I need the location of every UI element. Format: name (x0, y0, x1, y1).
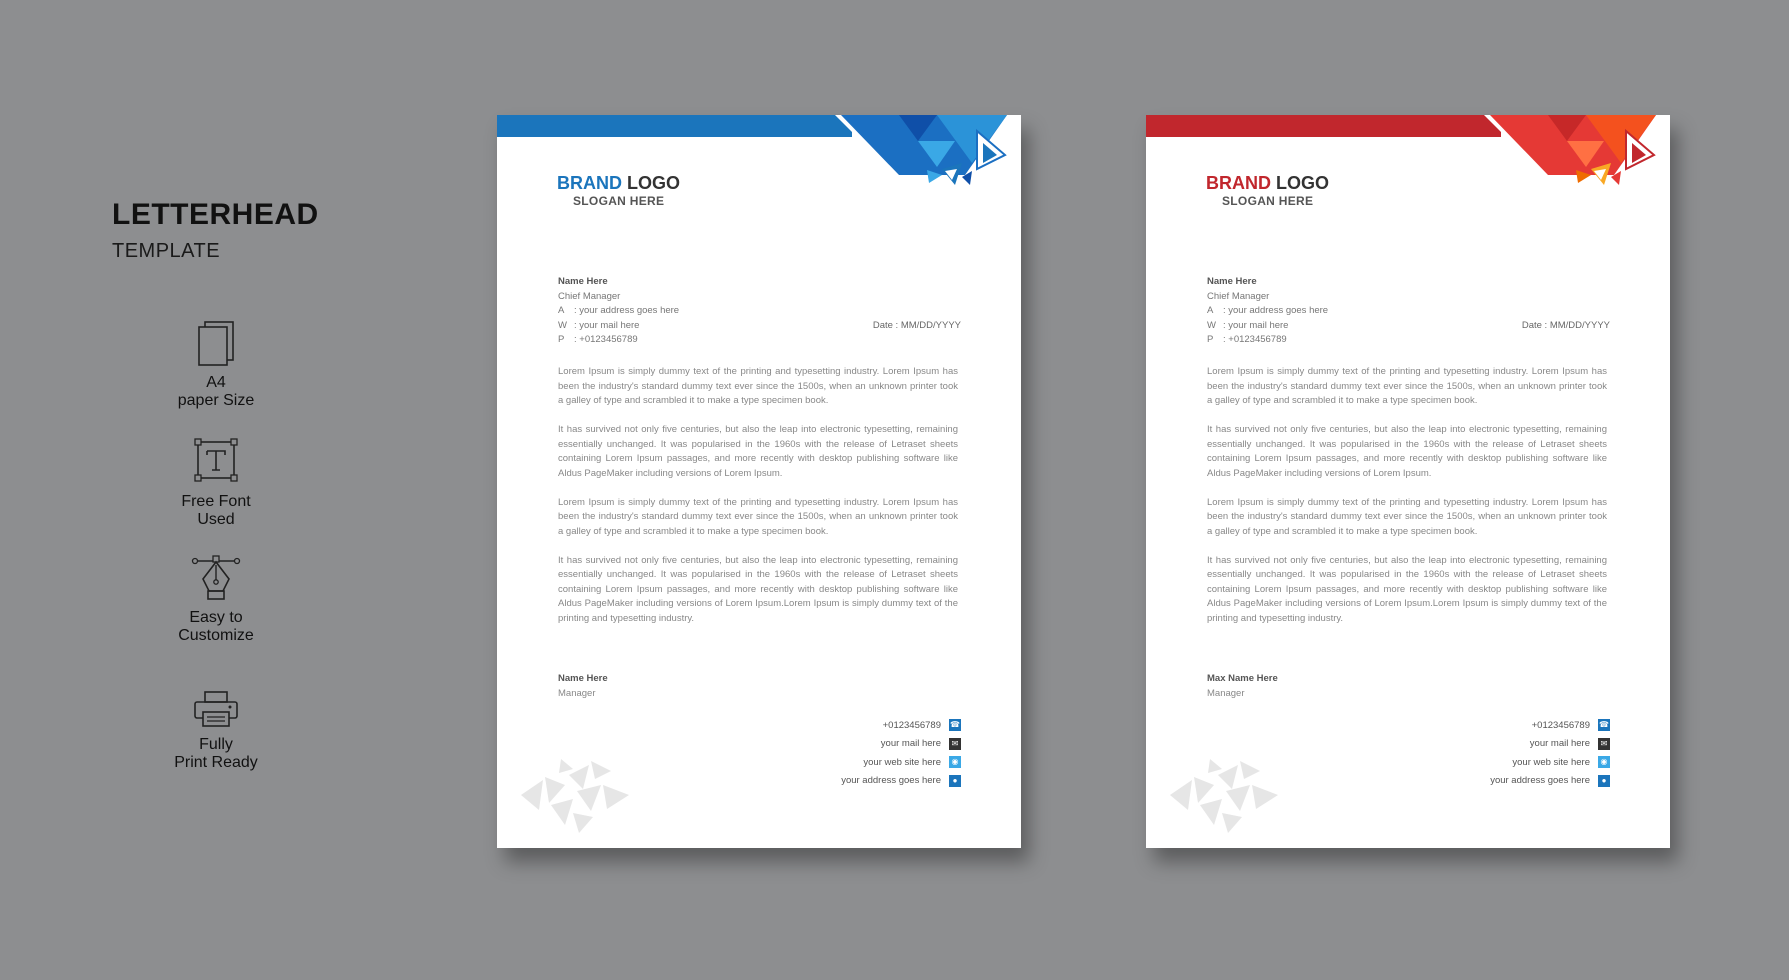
body-paragraph: Lorem Ipsum is simply dummy text of the printing and typesetting industry. Lorem Ipsum has been the industry's standard dummy text ever since the 1500s, when an unknown printer took a galley of type and scrambled it to make a type specimen book. (1207, 366, 1607, 406)
letter-body (558, 365, 958, 641)
text-frame-icon (193, 437, 239, 487)
feature-font-line2: Used (197, 511, 235, 528)
feature-print-line1: Fully (199, 736, 233, 753)
contact-list (841, 716, 961, 790)
sender-address: A : your address goes here (1207, 305, 1329, 317)
feature-font (140, 437, 292, 529)
feature-a4 (140, 318, 292, 410)
sender-name: Name Here (1207, 276, 1257, 287)
contact-phone: +0123456789 (882, 719, 941, 731)
feature-font-line1: Free Font (181, 493, 251, 510)
globe-icon: ◉ (949, 756, 961, 768)
letterhead-red (1146, 115, 1670, 848)
triangle-watermark (1170, 755, 1280, 835)
globe-icon: ◉ (1598, 756, 1610, 768)
sender-phone: P : +0123456789 (1207, 334, 1287, 346)
brand-colored-word: BRAND (557, 173, 622, 193)
contact-web: your web site here (1512, 756, 1590, 768)
brand-logo (557, 173, 680, 193)
contact-address: your address goes here (841, 775, 941, 787)
brand-dark-word: LOGO (627, 173, 681, 193)
slogan: SLOGAN HERE (573, 194, 665, 208)
body-paragraph: It has survived not only five centuries, but also the leap into electronic typesetting, remaining essentially unchanged. It was popularised in the 1960s with the release of Letraset sheets containing Lorem Ipsum passages, and more recently with desktop publishing software like Aldus PageMaker including versions of Lorem Ipsum.Lorem Ipsum is simply dummy text of the printing and typesetting industry. (1207, 554, 1607, 624)
signature (558, 672, 608, 701)
template-subtitle: TEMPLATE (112, 240, 221, 262)
slogan: SLOGAN HERE (1222, 194, 1314, 208)
sender-info (1207, 275, 1328, 348)
feature-a4-line1: A4 (206, 374, 226, 391)
location-pin-icon: ● (949, 775, 961, 787)
mail-icon: ✉ (1598, 738, 1610, 750)
phone-icon: ☎ (950, 720, 960, 730)
sender-info (558, 275, 679, 348)
location-pin-icon: ● (1598, 775, 1610, 787)
signature-role: Manager (558, 687, 596, 699)
sender-phone: P : +0123456789 (558, 334, 638, 346)
brand-logo (1206, 173, 1329, 193)
feature-customize (140, 553, 292, 645)
body-paragraph: It has survived not only five centuries, but also the leap into electronic typesetting, remaining essentially unchanged. It was popularised in the 1960s with the release of Letraset sheets containing Lorem Ipsum passages, and more recently with desktop publishing software like Aldus PageMaker including versions of Lorem Ipsum.Lorem Ipsum is simply dummy text of the printing and typesetting industry. (558, 554, 958, 624)
feature-customize-line1: Easy to (189, 609, 243, 626)
letterhead-blue (497, 115, 1021, 848)
sender-role: Chief Manager (558, 290, 621, 302)
phone-icon: ☎ (1599, 720, 1609, 730)
signature-role: Manager (1207, 687, 1245, 699)
feature-customize-line2: Customize (178, 627, 254, 644)
sender-name: Name Here (558, 276, 608, 287)
sender-address: A : your address goes here (558, 305, 680, 317)
letter-date: Date : MM/DD/YYYY (1521, 320, 1610, 331)
triangle-watermark (521, 755, 631, 835)
printer-icon (191, 690, 241, 730)
sender-role: Chief Manager (1207, 290, 1270, 302)
letter-body (1207, 365, 1607, 641)
contact-list (1490, 716, 1610, 790)
contact-web: your web site here (863, 756, 941, 768)
signature-name: Name Here (558, 673, 608, 684)
body-paragraph: Lorem Ipsum is simply dummy text of the printing and typesetting industry. Lorem Ipsum has been the industry's standard dummy text ever since the 1500s, when an unknown printer took a galley of type and scrambled it to make a type specimen book. (558, 496, 958, 537)
sender-mail: W : your mail here (1207, 319, 1289, 331)
body-paragraph: It has survived not only five centuries, but also the leap into electronic typesetting, remaining essentially unchanged. It was popularised in the 1960s with the release of Letraset sheets containing Lorem Ipsum passages, and more recently with desktop publishing software like Aldus PageMaker including versions of Lorem Ipsum. (558, 424, 958, 479)
contact-address: your address goes here (1490, 775, 1590, 787)
contact-phone: +0123456789 (1531, 719, 1590, 731)
letter-date: Date : MM/DD/YYYY (872, 320, 961, 331)
signature-name: Max Name Here (1207, 673, 1278, 684)
template-title: LETTERHEAD (112, 198, 319, 231)
mail-icon: ✉ (949, 738, 961, 750)
feature-a4-line2: paper Size (177, 392, 255, 409)
brand-colored-word: BRAND (1206, 173, 1271, 193)
body-paragraph: Lorem Ipsum is simply dummy text of the printing and typesetting industry. Lorem Ipsum has been the industry's standard dummy text ever since the 1500s, when an unknown printer took a galley of type and scrambled it to make a type specimen book. (1207, 496, 1607, 537)
contact-mail: your mail here (880, 738, 941, 750)
signature (1207, 672, 1278, 701)
sender-mail: W : your mail here (558, 319, 640, 331)
body-paragraph: Lorem Ipsum is simply dummy text of the printing and typesetting industry. Lorem Ipsum has been the industry's standard dummy text ever since the 1500s, when an unknown printer took a galley of type and scrambled it to make a type specimen book. (558, 366, 958, 406)
feature-print (140, 690, 292, 772)
feature-print-line2: Print Ready (174, 754, 258, 771)
body-paragraph: It has survived not only five centuries, but also the leap into electronic typesetting, remaining essentially unchanged. It was popularised in the 1960s with the release of Letraset sheets containing Lorem Ipsum passages, and more recently with desktop publishing software like Aldus PageMaker including versions of Lorem Ipsum. (1207, 424, 1607, 479)
pen-tool-icon (191, 553, 241, 603)
paper-stack-icon (193, 318, 239, 368)
contact-mail: your mail here (1529, 738, 1590, 750)
brand-dark-word: LOGO (1276, 173, 1330, 193)
